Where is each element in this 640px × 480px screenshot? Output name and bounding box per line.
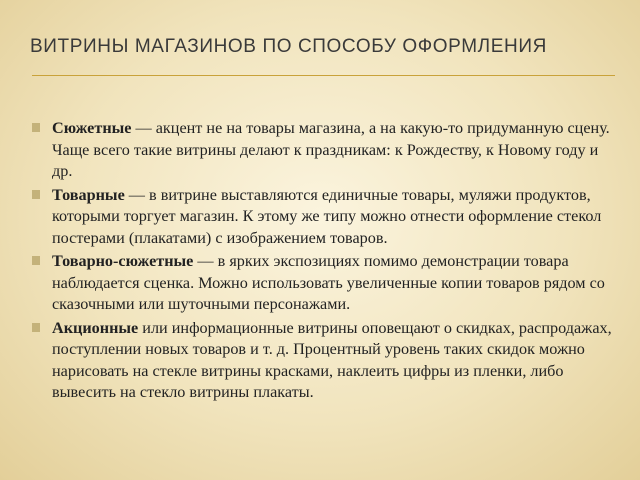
item-term: Акционные: [52, 318, 139, 337]
list-item: [32, 251, 622, 316]
slide-title: ВИТРИНЫ МАГАЗИНОВ ПО СПОСОБУ ОФОРМЛЕНИЯ: [30, 36, 547, 57]
list-item: [32, 185, 622, 250]
item-term: Товарные: [52, 185, 125, 204]
square-bullet-icon: [32, 323, 40, 332]
item-text: или информационные витрины оповещают о скидках, распродажах, поступлении новых товаров и т. д. Процентный уровень таких скидок можно нарисовать на стекле витрины красками, наклеить цифры из пленки, либо вывесить на стекло витрины плакаты.: [52, 318, 612, 401]
list-item: [32, 118, 622, 183]
item-term: Сюжетные: [52, 119, 132, 137]
item-text: — в витрине выставляются единичные товары, муляжи продуктов, которыми торгует магазин. К этому же типу можно отнести оформление стекол постерами (плакатами) с изображением товаров.: [52, 185, 602, 247]
square-bullet-icon: [32, 256, 40, 265]
square-bullet-icon: [32, 123, 40, 132]
title-divider: [32, 75, 615, 76]
item-term: Товарно-сюжетные: [52, 252, 194, 270]
square-bullet-icon: [32, 190, 40, 199]
item-text: — в ярких экспозициях помимо демонстрации товара наблюдается сценка. Можно использовать увеличенные копии товаров рядом со сказочными или шуточными персонажами.: [52, 252, 605, 313]
list-item: [32, 318, 622, 404]
item-text: — акцент не на товары магазина, а на какую-то придуманную сцену. Чаще всего такие витрины делают к праздникам: к Рождеству, к Новому году и др.: [52, 119, 610, 180]
bullet-list: [32, 118, 622, 406]
